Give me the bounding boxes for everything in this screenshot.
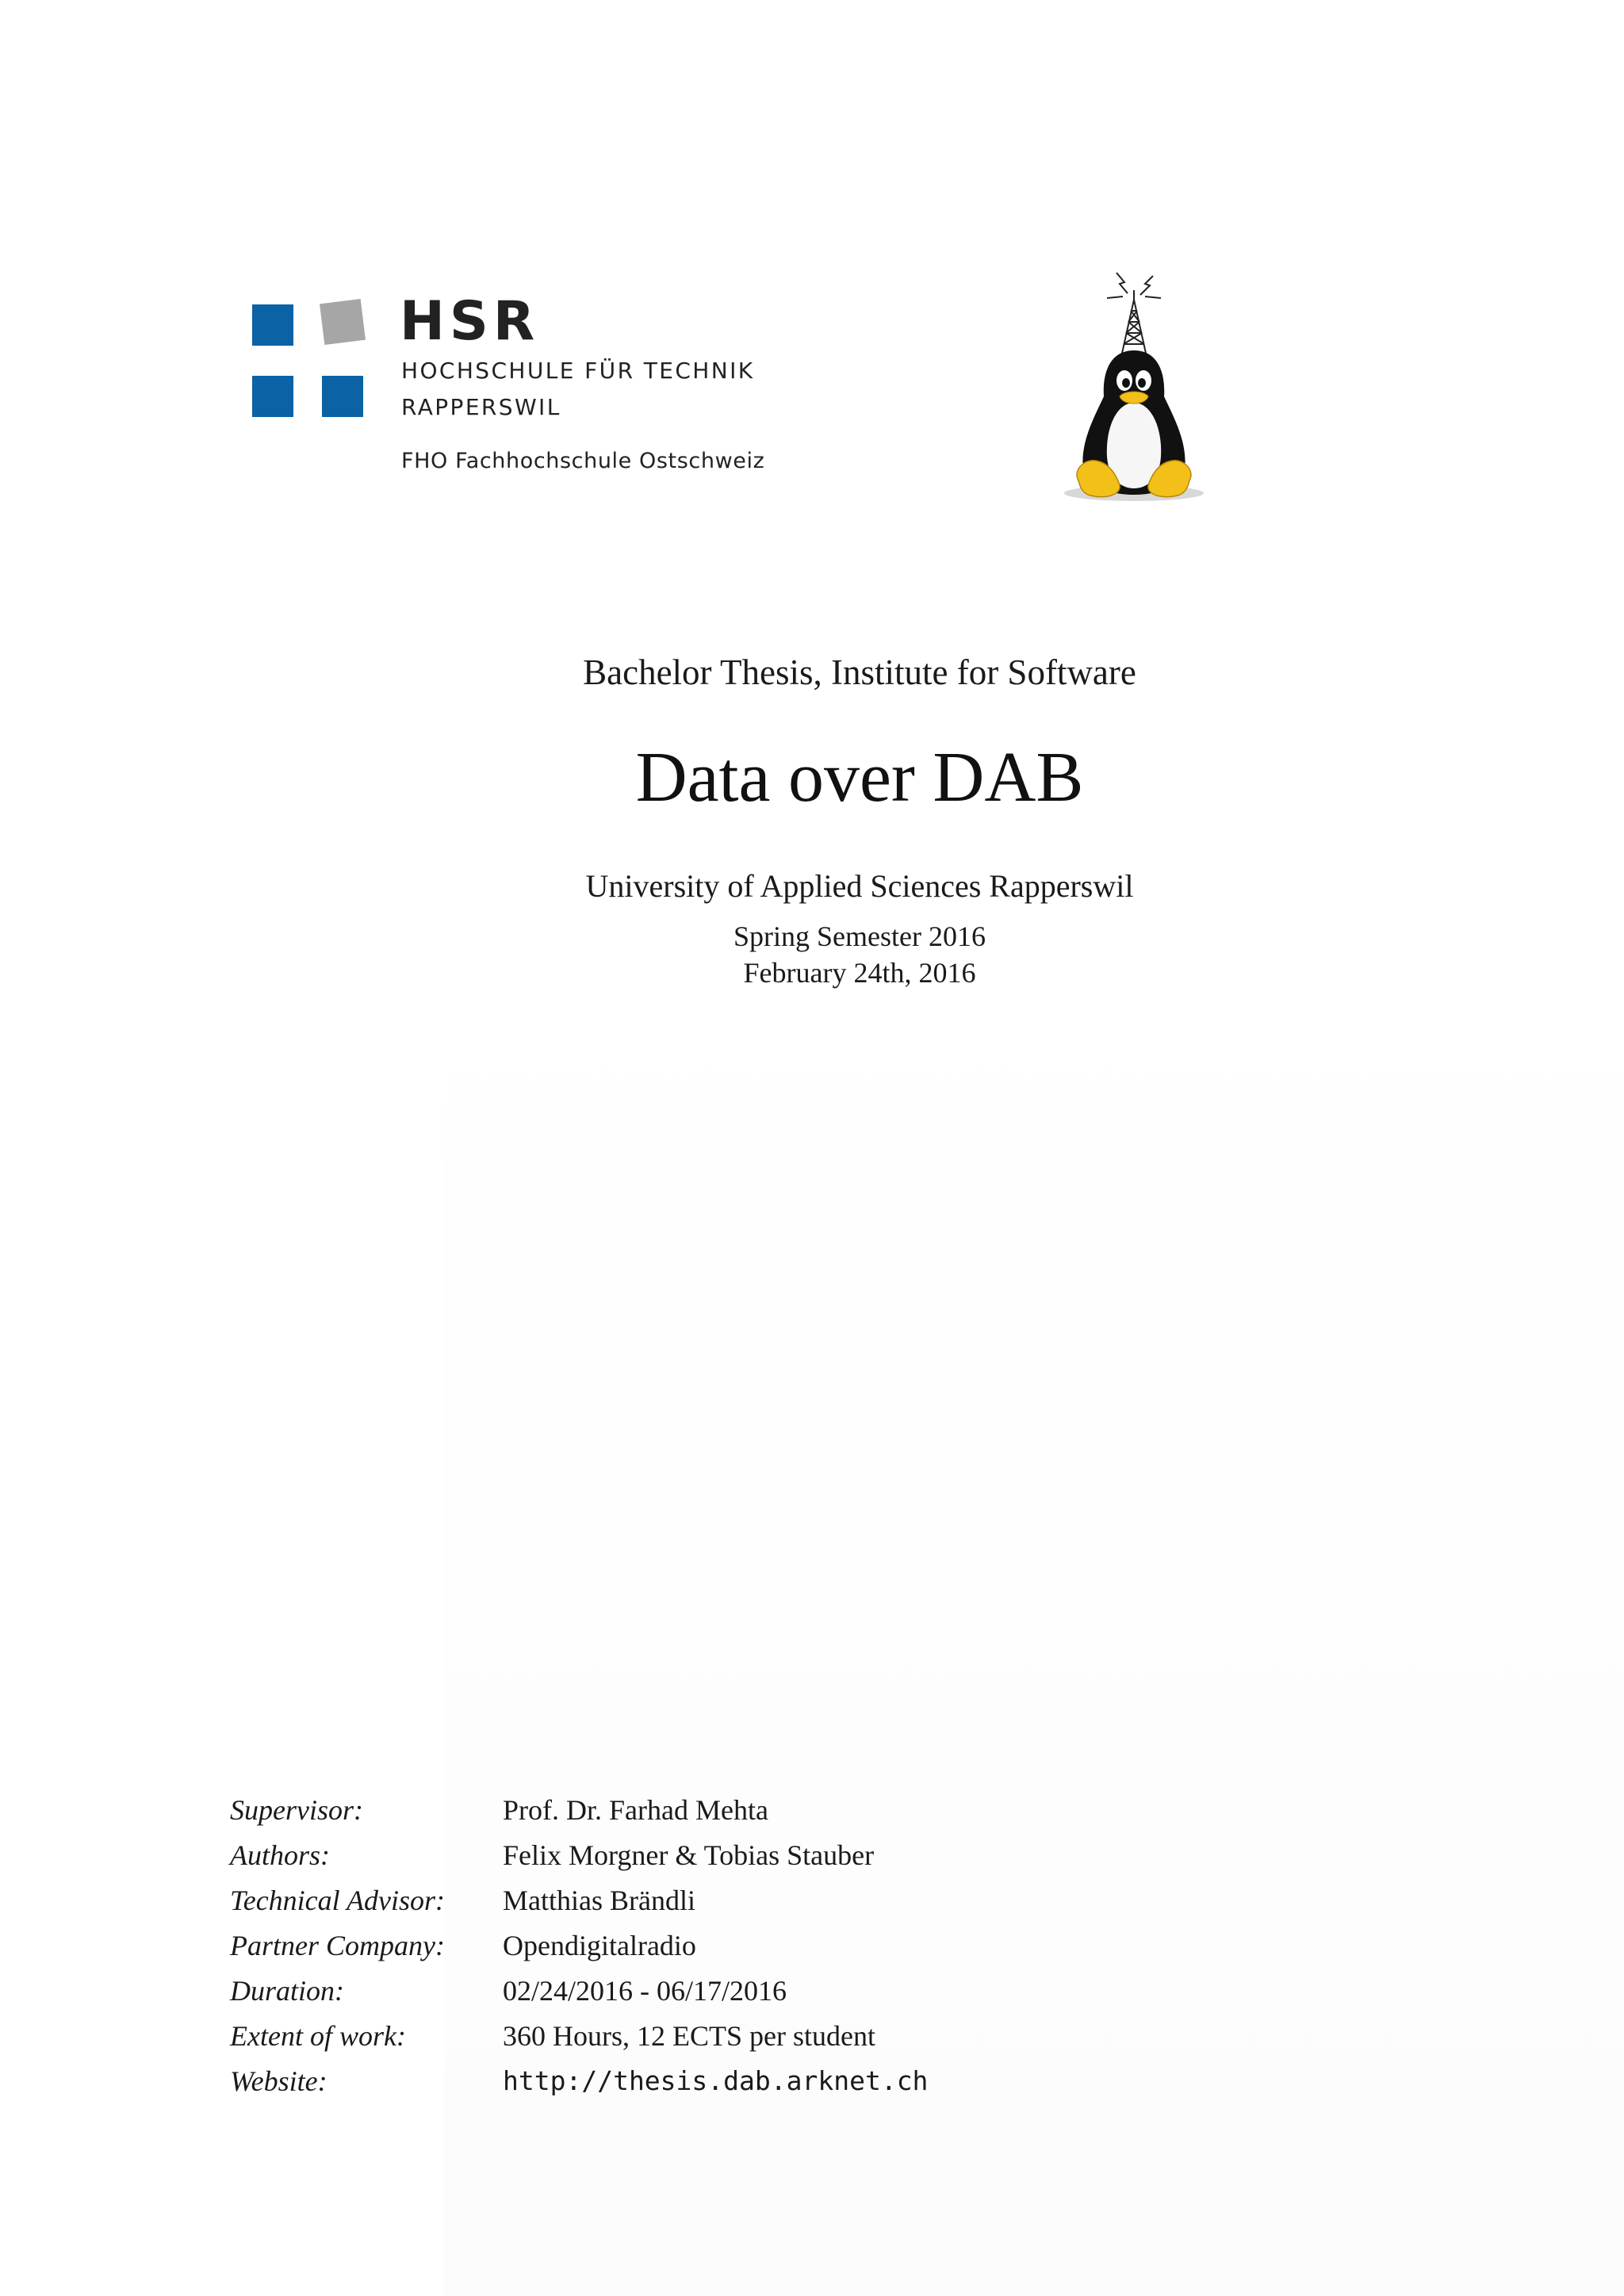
info-label: Supervisor: (230, 1794, 363, 1826)
thesis-type: Bachelor Thesis, Institute for Software (583, 652, 1136, 692)
info-table (230, 1790, 1023, 2107)
logo-square-blue (252, 304, 293, 346)
info-label: Website: (230, 2065, 327, 2097)
logo-name: HSR (400, 290, 540, 353)
info-label: Technical Advisor: (230, 1885, 445, 1916)
info-value: Felix Morgner & Tobias Stauber (503, 1839, 875, 1871)
date: February 24th, 2016 (743, 957, 976, 989)
website-link[interactable]: http://thesis.dab.arknet.ch (503, 2065, 929, 2096)
page-title: Data over DAB (635, 738, 1084, 817)
info-row-website (230, 2061, 1023, 2107)
info-row-extent-of-work (230, 2016, 1023, 2061)
info-label: Partner Company: (230, 1930, 445, 1961)
university-name: University of Applied Sciences Rapperswil (585, 868, 1134, 904)
info-label: Duration: (230, 1975, 344, 2007)
hsr-logo (252, 290, 807, 482)
info-row-partner-company (230, 1926, 1023, 1971)
semester: Spring Semester 2016 (733, 920, 986, 952)
info-value: 02/24/2016 - 06/17/2016 (503, 1975, 787, 2007)
info-row-authors (230, 1835, 1023, 1881)
info-value: Prof. Dr. Farhad Mehta (503, 1794, 768, 1826)
info-label: Authors: (230, 1839, 330, 1871)
logo-subline: FHO Fachhochschule Ostschweiz (401, 449, 765, 473)
info-value: 360 Hours, 12 ECTS per student (503, 2020, 875, 2052)
info-row-duration (230, 1971, 1023, 2016)
logo-square-blue (322, 376, 363, 417)
info-value: Opendigitalradio (503, 1930, 696, 1961)
info-value: Matthias Brändli (503, 1885, 695, 1916)
logo-line-2: RAPPERSWIL (401, 394, 561, 420)
logo-square-gray (320, 299, 366, 345)
info-label: Extent of work: (230, 2020, 406, 2052)
tux-penguin-with-antenna-icon (1055, 262, 1213, 507)
logo-line-1: HOCHSCHULE FÜR TECHNIK (401, 358, 755, 384)
info-row-technical-advisor (230, 1881, 1023, 1926)
logo-square-blue (252, 376, 293, 417)
info-row-supervisor (230, 1790, 1023, 1835)
